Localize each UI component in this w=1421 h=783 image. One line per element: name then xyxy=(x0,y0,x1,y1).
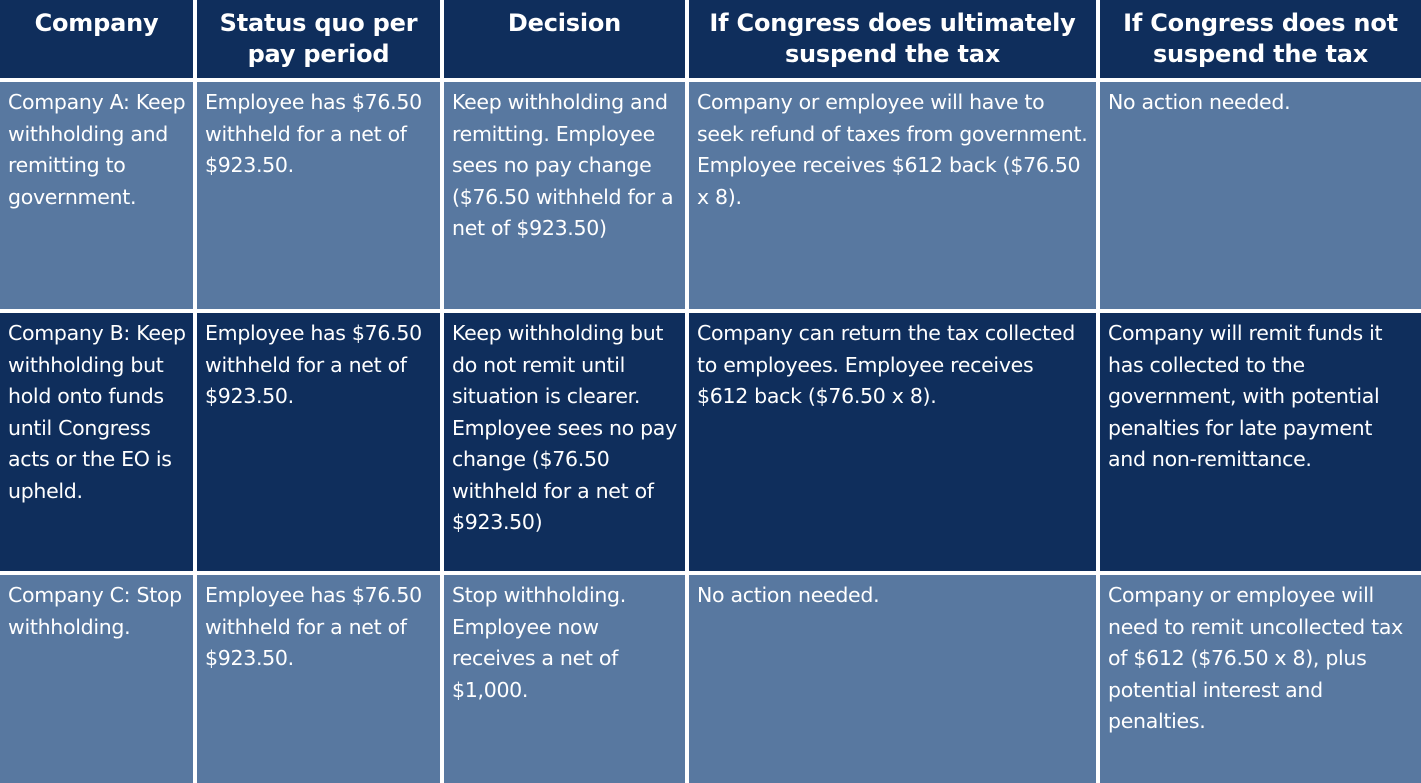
header-status-quo: Status quo per pay period xyxy=(197,0,444,82)
row-c-if-not-suspended: Company or employee will need to remit uncollected tax of $612 ($76.50 x 8), plus potential interest and penalties. xyxy=(1100,575,1421,783)
row-a-decision: Keep withholding and remitting. Employee sees no pay change ($76.50 withheld for a net of $923.50) xyxy=(444,82,689,313)
row-c-company: Company C: Stop withholding. xyxy=(0,575,197,783)
row-a-status-quo: Employee has $76.50 withheld for a net of $923.50. xyxy=(197,82,444,313)
row-b-if-suspended: Company can return the tax collected to employees. Employee receives $612 back ($76.50 x 8). xyxy=(689,313,1100,575)
header-if-suspended: If Congress does ultimately suspend the tax xyxy=(689,0,1100,82)
row-b-if-not-suspended: Company will remit funds it has collected to the government, with potential penalties for late payment and non-remittance. xyxy=(1100,313,1421,575)
row-a-company: Company A: Keep withholding and remitting to government. xyxy=(0,82,197,313)
row-b-status-quo: Employee has $76.50 withheld for a net of $923.50. xyxy=(197,313,444,575)
row-c-if-suspended: No action needed. xyxy=(689,575,1100,783)
row-b-decision: Keep withholding but do not remit until situation is clearer. Employee sees no pay change ($76.50 withheld for a net of $923.50) xyxy=(444,313,689,575)
header-company: Company xyxy=(0,0,197,82)
header-if-not-suspended: If Congress does not suspend the tax xyxy=(1100,0,1421,82)
row-a-if-not-suspended: No action needed. xyxy=(1100,82,1421,313)
row-c-decision: Stop withholding. Employee now receives a net of $1,000. xyxy=(444,575,689,783)
row-c-status-quo: Employee has $76.50 withheld for a net of $923.50. xyxy=(197,575,444,783)
row-b-company: Company B: Keep withholding but hold onto funds until Congress acts or the EO is upheld. xyxy=(0,313,197,575)
header-decision: Decision xyxy=(444,0,689,82)
row-a-if-suspended: Company or employee will have to seek refund of taxes from government. Employee receives $612 back ($76.50 x 8). xyxy=(689,82,1100,313)
